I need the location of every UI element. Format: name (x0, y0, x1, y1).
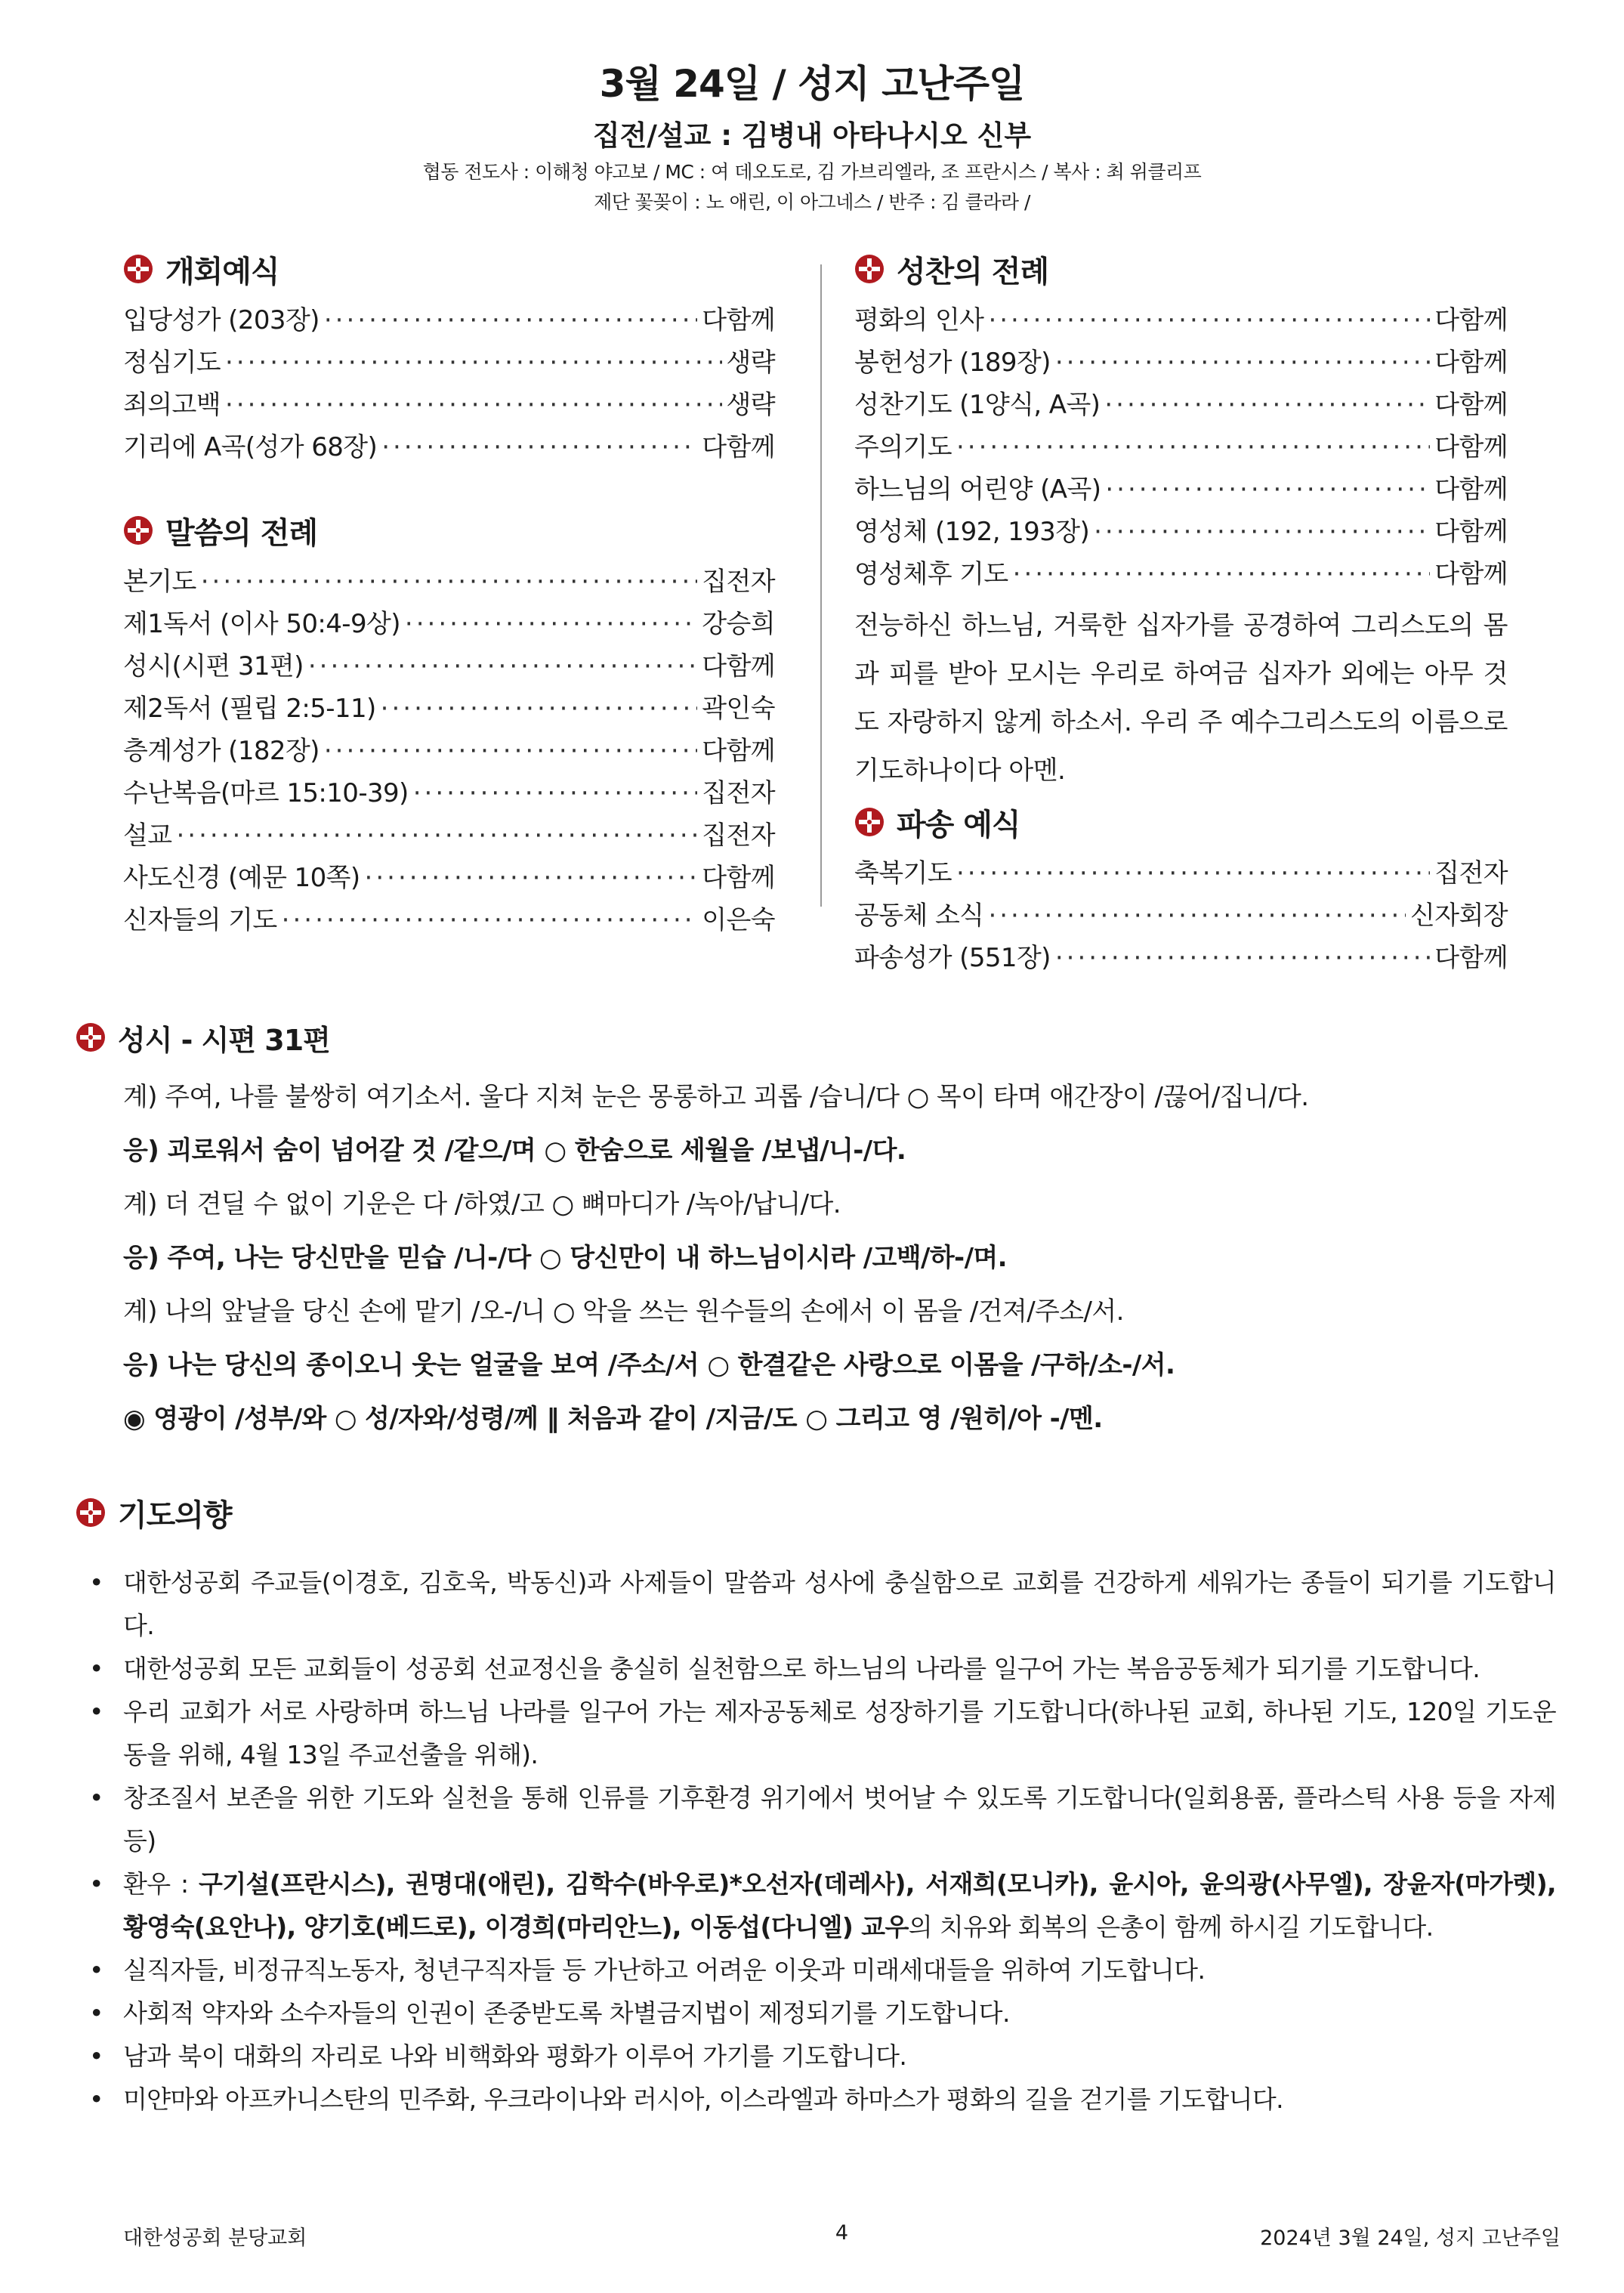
bullet-icon: • (89, 1869, 103, 1899)
cross-icon (123, 254, 153, 284)
dot-leader (988, 305, 1430, 335)
psalm-line: 응) 주여, 나는 당신만을 믿습 /니-/다 ○ 당신만이 내 하느님이시라 /고백/하-/며. (123, 1243, 1007, 1273)
page-title: 3월 24일 / 성지 고난주일 (599, 62, 1025, 106)
order-item-role: 다함께 (702, 305, 775, 335)
psalm-line: 계) 나의 앞날을 당신 손에 맡기 /오-/니 ○ 악을 쓰는 원수들의 손에서 이 몸을 /건져/주소/서. (123, 1296, 1124, 1327)
order-row (123, 857, 775, 899)
order-row (123, 341, 775, 384)
bullet-icon: • (89, 2084, 103, 2114)
intentions-section (76, 1490, 1556, 2121)
dot-leader (1013, 559, 1431, 589)
order-item-label: 기리에 A곡(성가 68장) (123, 432, 378, 462)
order-item-role: 신자회장 (1410, 901, 1508, 931)
order-item-role: 생략 (726, 348, 775, 378)
bullet-icon: • (89, 1998, 103, 2028)
order-item-label: 봉헌성가 (189장) (854, 348, 1051, 378)
order-item-label: 층계성가 (182장) (123, 736, 320, 766)
opening-items (123, 299, 775, 468)
psalm-line: 응) 나는 당신의 종이오니 웃는 얼굴을 보여 /주소/서 ○ 한결같은 사랑으로 이몸을 /구하/소-/서. (123, 1350, 1175, 1380)
dot-leader (381, 694, 698, 724)
order-item-label: 정심기도 (123, 348, 221, 378)
order-item-label: 하느님의 어린양 (A곡) (854, 474, 1101, 505)
order-row (854, 852, 1508, 895)
dismissal-items (854, 852, 1508, 979)
order-item-role: 다함께 (1434, 348, 1508, 378)
eucharist-items (854, 299, 1508, 595)
page-number: 4 (835, 2221, 849, 2245)
order-item-role: 집전자 (1434, 858, 1508, 888)
intention-item (76, 1862, 1556, 1948)
intention-item (76, 2035, 1556, 2078)
post-communion-prayer: 전능하신 하느님, 거룩한 십자가를 공경하여 그리스도의 몸과 피를 받아 모시는 우리로 하여금 십자가 외에는 아무 것도 자랑하지 않게 하소서. 우리 주 예수그리스도의 이름으로 기도하나이다 아멘. (854, 610, 1508, 786)
order-item-label: 성시(시편 31편) (123, 651, 304, 681)
footer-church: 대한성공회 분당교회 (123, 2227, 307, 2250)
order-row (854, 341, 1508, 384)
order-item-label: 설교 (123, 820, 172, 851)
officiant-line: 집전/설교 : 김병내 아타나시오 신부 (592, 119, 1032, 152)
intention-prefix: 환우 : (123, 1869, 199, 1899)
dot-leader (1055, 348, 1430, 378)
bulletin-header (0, 59, 1624, 218)
order-row (854, 895, 1508, 937)
order-item-role: 다함께 (702, 863, 775, 893)
intention-item (76, 2078, 1556, 2121)
section-heading-intentions (76, 1490, 1556, 1535)
order-item-label: 제2독서 (필립 2:5-11) (123, 694, 376, 724)
column-divider (820, 264, 822, 907)
order-row (123, 730, 775, 772)
dot-leader (1094, 517, 1430, 547)
intention-item (76, 1992, 1556, 2035)
order-row (123, 561, 775, 603)
order-row (123, 688, 775, 730)
psalm-line: ◉ 영광이 /성부/와 ○ 성/자와/성령/께 ‖ 처음과 같이 /지금/도 ○ 그리고 영 /원히/아 -/멘. (123, 1404, 1103, 1434)
intention-text: 실직자들, 비정규직노동자, 청년구직자들 등 가난하고 어려운 이웃과 미래세대들을 위하여 기도합니다. (123, 1955, 1206, 1985)
dot-leader (1104, 390, 1430, 420)
order-item-label: 주의기도 (854, 432, 952, 462)
intentions-list (76, 1561, 1556, 2121)
order-item-role: 다함께 (702, 736, 775, 766)
dot-leader (308, 651, 697, 681)
order-item-label: 제1독서 (이사 50:4-9상) (123, 609, 400, 639)
bullet-icon: • (89, 1697, 103, 1726)
order-row (123, 384, 775, 426)
order-row (123, 645, 775, 688)
cross-icon (76, 1022, 106, 1052)
footer-date: 2024년 3월 24일, 성지 고난주일 (1260, 2227, 1561, 2250)
dot-leader (413, 778, 698, 808)
intention-item (76, 1948, 1556, 1992)
order-item-label: 성찬기도 (1양식, A곡) (854, 390, 1101, 420)
section-heading-opening (123, 246, 775, 292)
order-item-role: 집전자 (702, 567, 775, 597)
psalm-section (76, 1016, 1556, 1446)
cross-icon (76, 1497, 106, 1528)
dot-leader (1055, 943, 1430, 973)
dot-leader (201, 567, 698, 597)
cross-icon (854, 254, 885, 284)
intention-text: 사회적 약자와 소수자들의 인권이 존중받도록 차별금지법이 제정되기를 기도합니다. (123, 1998, 1010, 2028)
order-row (854, 426, 1508, 468)
intention-suffix: 의 치유와 회복의 은총이 함께 하시길 기도합니다. (908, 1912, 1434, 1942)
order-item-role: 집전자 (702, 778, 775, 808)
section-heading-dismissal (854, 799, 1508, 845)
order-row (123, 603, 775, 645)
cross-icon (123, 515, 153, 545)
order-row (854, 553, 1508, 595)
order-row (854, 511, 1508, 553)
order-item-role: 다함께 (1434, 943, 1508, 973)
dot-leader (225, 390, 722, 420)
order-item-role: 강승희 (702, 609, 775, 639)
order-row (854, 384, 1508, 426)
psalm-lines (76, 1071, 1556, 1446)
order-item-label: 영성체후 기도 (854, 559, 1008, 589)
dot-leader (282, 905, 698, 935)
order-item-role: 곽인숙 (702, 694, 775, 724)
intention-text: 미얀마와 아프카니스탄의 민주화, 우크라이나와 러시아, 이스라엘과 하마스가 평화의 길을 걷기를 기도합니다. (123, 2084, 1284, 2114)
order-item-label: 평화의 인사 (854, 305, 984, 335)
section-heading-word (123, 508, 775, 553)
bullet-icon: • (89, 2041, 103, 2071)
order-item-label: 수난복음(마르 15:10-39) (123, 778, 409, 808)
order-item-label: 사도신경 (예문 10쪽) (123, 863, 360, 893)
order-item-label: 공동체 소식 (854, 901, 984, 931)
order-item-label: 입당성가 (203장) (123, 305, 320, 335)
psalm-line: 응) 괴로워서 숨이 넘어갈 것 /같으/며 ○ 한숨으로 세월을 /보냅/니-/다. (123, 1136, 906, 1166)
order-item-role: 다함께 (702, 432, 775, 462)
dot-leader (1105, 474, 1430, 505)
dot-leader (324, 736, 697, 766)
intention-item (76, 1776, 1556, 1862)
intention-item (76, 1561, 1556, 1647)
dot-leader (381, 432, 697, 462)
order-left-column (123, 246, 775, 941)
order-row (854, 937, 1508, 979)
bullet-icon: • (89, 1783, 103, 1812)
order-row (854, 299, 1508, 341)
order-item-role: 다함께 (1434, 559, 1508, 589)
order-item-role: 다함께 (1434, 390, 1508, 420)
order-item-label: 본기도 (123, 567, 196, 597)
intention-item (76, 1647, 1556, 1690)
order-item-label: 영성체 (192, 193장) (854, 517, 1090, 547)
page-footer (123, 2221, 1561, 2251)
order-item-role: 집전자 (702, 820, 775, 851)
section-title: 파송 예식 (897, 807, 1020, 842)
bullet-icon: • (89, 1654, 103, 1683)
section-heading-psalm (76, 1016, 1556, 1058)
bullet-icon: • (89, 1568, 103, 1597)
order-item-role: 다함께 (1434, 432, 1508, 462)
order-item-role: 이은숙 (702, 905, 775, 935)
ministers-line: 협동 전도사 : 이해청 야고보 / MC : 여 데오도로, 김 가브리엘라, 조 프란시스 / 복사 : 최 위클리프 (422, 161, 1202, 183)
order-item-role: 다함께 (1434, 474, 1508, 505)
order-item-label: 축복기도 (854, 858, 952, 888)
word-items (123, 561, 775, 941)
order-row (123, 426, 775, 468)
section-title: 말씀의 전례 (165, 515, 318, 551)
order-item-label: 죄의고백 (123, 390, 221, 420)
intention-item (76, 1690, 1556, 1776)
dot-leader (956, 858, 1430, 888)
patient-names: 구기설(프란시스), 권명대(애린), 김학수(바우로)*오선자(데레사), 서재희(모니카), 윤시아, 윤의광(사무엘), 장윤자(마가렛), 황영숙(요안나), 양기호(베드로), 이경희(마리안느), 이동섭(다니엘) 교우 (123, 1869, 1556, 1942)
cross-icon (854, 807, 885, 837)
dot-leader (405, 609, 697, 639)
psalm-line: 계) 주여, 나를 불쌍히 여기소서. 울다 지쳐 눈은 몽롱하고 괴롭 /습니/다 ○ 목이 타며 애간장이 /끊어/집니/다. (123, 1082, 1309, 1112)
intention-text: 대한성공회 모든 교회들이 성공회 선교정신을 충실히 실천함으로 하느님의 나라를 일구어 가는 복음공동체가 되기를 기도합니다. (123, 1654, 1480, 1683)
dot-leader (956, 432, 1430, 462)
intention-text: 남과 북이 대화의 자리로 나와 비핵화와 평화가 이루어 가기를 기도합니다. (123, 2041, 907, 2071)
order-item-role: 생략 (726, 390, 775, 420)
order-item-label: 신자들의 기도 (123, 905, 277, 935)
order-row (123, 814, 775, 857)
section-title: 기도의향 (118, 1497, 232, 1533)
order-row (123, 899, 775, 941)
order-item-role: 다함께 (1434, 305, 1508, 335)
section-title: 개회예식 (165, 254, 279, 289)
psalm-line: 계) 더 견딜 수 없이 기운은 다 /하였/고 ○ 뼈마디가 /녹아/납니/다. (123, 1189, 841, 1219)
order-row (123, 772, 775, 814)
dot-leader (225, 348, 722, 378)
section-title: 성찬의 전례 (897, 254, 1049, 289)
dot-leader (177, 820, 698, 851)
dot-leader (988, 901, 1406, 931)
intention-text: 대한성공회 주교들(이경호, 김호욱, 박동신)과 사제들이 말씀과 성사에 충실함으로 교회를 건강하게 세워가는 종들이 되기를 기도합니다. (123, 1568, 1556, 1640)
section-heading-eucharist (854, 246, 1508, 292)
section-title: 성시 - 시편 31편 (118, 1023, 330, 1057)
dot-leader (324, 305, 697, 335)
order-row (123, 299, 775, 341)
order-item-label: 파송성가 (551장) (854, 943, 1051, 973)
intention-text: 우리 교회가 서로 사랑하며 하느님 나라를 일구어 가는 제자공동체로 성장하기를 기도합니다(하나된 교회, 하나된 기도, 120일 기도운동을 위해, 4월 13일 주교선출을 위해). (123, 1697, 1556, 1769)
dot-leader (365, 863, 698, 893)
order-item-role: 다함께 (702, 651, 775, 681)
intention-text: 창조질서 보존을 위한 기도와 실천을 통해 인류를 기후환경 위기에서 벗어날 수 있도록 기도합니다(일회용품, 플라스틱 사용 등을 자제 등) (123, 1783, 1556, 1856)
altar-line: 제단 꽃꽂이 : 노 애린, 이 아그네스 / 반주 : 김 클라라 / (594, 191, 1030, 213)
bullet-icon: • (89, 1955, 103, 1985)
order-item-role: 다함께 (1434, 517, 1508, 547)
order-row (854, 468, 1508, 511)
order-right-column (854, 246, 1508, 979)
